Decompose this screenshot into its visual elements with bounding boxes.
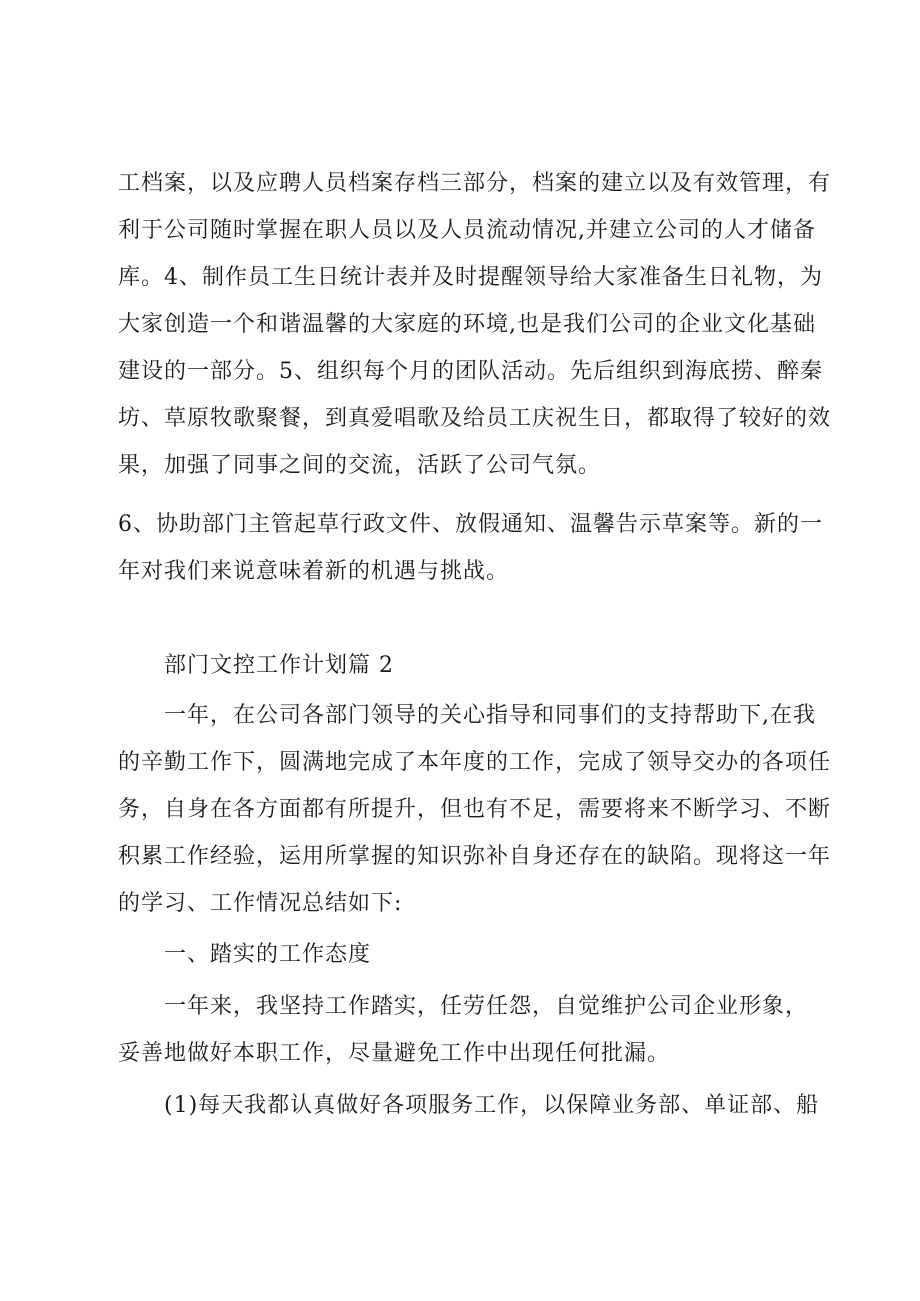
text-line: 坊、草原牧歌聚餐，到真爱唱歌及给员工庆祝生日，都取得了较好的效 (118, 406, 832, 431)
text-line: 积累工作经验，运用所掌握的知识弥补自身还存在的缺陷。现将这一年 (118, 844, 832, 869)
paragraph-item-6 (118, 501, 830, 595)
article-title: 部门文控工作计划篇 2 (164, 653, 394, 678)
text-line: 一年，在公司各部门领导的关心指导和同事们的支持帮助下,在我 (164, 703, 816, 728)
text-line: 妥善地做好本职工作，尽量避免工作中出现任何批漏。 (118, 1041, 671, 1066)
subheading-block (118, 931, 830, 978)
text-line: 务，自身在各方面都有所提升，但也有不足，需要将来不断学习、不断 (118, 797, 832, 822)
text-line: 一年来，我坚持工作踏实，任劳任怨，自觉维护公司企业形象， (164, 994, 809, 1019)
text-line: 的学习、工作情况总结如下: (118, 891, 403, 916)
text-line: 库。4、制作员工生日统计表并及时提醒领导给大家准备生日礼物，为 (118, 265, 823, 290)
paragraph-continued (118, 160, 830, 489)
paragraph-item-1 (118, 1082, 830, 1129)
text-line: (1)每天我都认真做好各项服务工作，以保障业务部、单证部、船 (164, 1093, 820, 1118)
text-line: 果，加强了同事之间的交流，活跃了公司气氛。 (118, 453, 602, 478)
paragraph-body (118, 983, 830, 1077)
paragraph-intro (118, 692, 830, 927)
text-line: 工档案，以及应聘人员档案存档三部分，档案的建立以及有效管理，有 (118, 171, 832, 196)
text-line: 利于公司随时掌握在职人员以及人员流动情况,并建立公司的人才储备 (118, 218, 816, 243)
text-line: 建设的一部分。5、组织每个月的团队活动。先后组织到海底捞、醉秦 (118, 359, 823, 384)
article-title-block (118, 642, 830, 689)
text-line: 大家创造一个和谐温馨的大家庭的环境,也是我们公司的企业文化基础 (118, 312, 816, 337)
text-line: 年对我们来说意味着新的机遇与挑战。 (118, 559, 510, 584)
text-line: 的辛勤工作下，圆满地完成了本年度的工作，完成了领导交办的各项任 (118, 750, 832, 775)
section-subheading: 一、踏实的工作态度 (164, 942, 372, 967)
text-line: 6、协助部门主管起草行政文件、放假通知、温馨告示草案等。新的一 (118, 512, 823, 537)
